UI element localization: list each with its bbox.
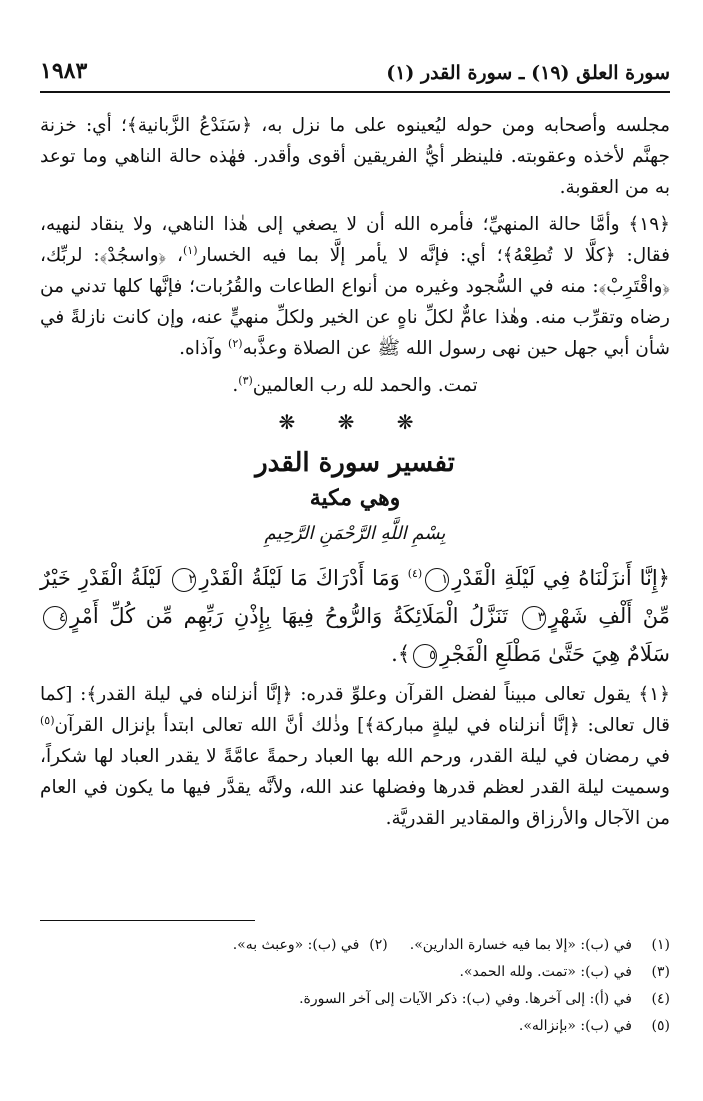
running-title: سورة العلق (١٩) ـ سورة القدر (١): [386, 62, 670, 84]
footnote-text: في (ب): «بإنزاله».: [518, 1018, 632, 1034]
verse-end-marker-3: ٣: [522, 606, 546, 630]
footnote-4: [40, 986, 670, 1013]
verses-close-bracket: ﴾.: [391, 642, 411, 666]
verse-end-marker-1: ١: [425, 568, 449, 592]
closing-text: تمت. والحمد لله رب العالمين: [252, 375, 478, 396]
paragraph-2-text-c: وآذاه.: [179, 338, 229, 359]
verse-3: لَيْلَةُ الْقَدْرِ خَيْرٌ مِّنْ أَلْفِ شَهْرٍ: [40, 566, 671, 628]
page-header: [40, 58, 670, 88]
closing-period: .: [232, 375, 239, 396]
footnote-ref-4: (٤): [407, 567, 423, 580]
header-rule: [40, 91, 670, 93]
footnote-number: (٥): [651, 1018, 670, 1034]
footnote-3: [40, 959, 670, 986]
footnote-text: في (ب): «تمت. ولله الحمد».: [459, 964, 632, 980]
surah-subtitle: وهي مكية: [309, 485, 401, 511]
verses-open-bracket: ﴿: [657, 566, 670, 590]
verse-end-marker-4: ٤: [43, 606, 67, 630]
book-page: [40, 0, 670, 1101]
verse-5: سَلَامٌ هِيَ حَتَّىٰ مَطْلَعِ الْفَجْرِ: [440, 642, 670, 666]
footnote-ref-5: (٥): [40, 713, 55, 727]
footnote-text: في (ب): «وعبث به».: [232, 937, 360, 953]
tafsir-text-a: ﴿١﴾ يقول تعالى مبيناً لفضل القرآن وعلوِّ قدره: ﴿إنَّا أنزلناه في ليلة القدر﴾: [كما قال تعالى: ﴿إنَّا أنزلناه في ليلةٍ مباركة﴾] وذٰلك أنَّ الله تعالى ابتدأ بإنزال القرآن: [40, 684, 670, 736]
tafsir-paragraph: [40, 679, 670, 834]
paragraph-2: [40, 209, 670, 364]
verse-1: إِنَّا أَنزَلْنَاهُ فِي لَيْلَةِ الْقَدْرِ: [452, 566, 658, 590]
paragraph-2-text-a: ﴿١٩﴾ وأمَّا حالة المنهيِّ؛ فأمره الله أن لا يصغي إلى هٰذا الناهي، ولا ينقاد لنهيه، فقال: ﴿كلَّا لا تُطِعْهُ﴾؛ أي: فإنَّه لا يأمر إلَّا بما فيه الخسار: [40, 214, 670, 266]
footnote-text: في (ب): «إلا بما فيه خسارة الدارين».: [409, 937, 632, 953]
footnote-ref-3: (٣): [238, 373, 253, 387]
verse-end-marker-2: ٢: [172, 568, 196, 592]
surah-title: تفسير سورة القدر: [255, 448, 455, 478]
footnotes: [40, 932, 670, 1040]
verse-2: وَمَا أَدْرَاكَ مَا لَيْلَةُ الْقَدْرِ: [199, 566, 400, 590]
footnote-1-2: [40, 932, 670, 959]
page-body: [40, 110, 670, 840]
tafsir-text-b: في رمضان في ليلة القدر، ورحم الله بها العباد رحمةً عامَّةً لا يقدر العباد لها شكراً، وسميت ليلة القدر لعظم قدرها وفضلها عند الله، ولأنَّه يقدَّر فيها ما يكون في العام من الآجال والأرزاق والمقادير القدريَّة.: [40, 746, 670, 829]
basmala: بِسْمِ اللَّهِ الرَّحْمَنِ الرَّحِيمِ: [264, 523, 446, 544]
footnote-ref-1: (١): [182, 243, 198, 257]
verse-end-marker-5: ٥: [413, 644, 437, 668]
footnote-number: (٤): [651, 991, 670, 1007]
quran-verses: [40, 559, 670, 673]
footnote-ref-2: (٢): [228, 336, 243, 350]
footnote-rule: [40, 920, 255, 921]
closing-line: [40, 370, 670, 401]
verse-4: تَنَزَّلُ الْمَلَائِكَةُ وَالرُّوحُ فِيهَا بِإِذْنِ رَبِّهِم مِّن كُلِّ أَمْرٍ: [70, 604, 509, 628]
page-number: ١٩٨٣: [40, 58, 88, 84]
footnote-text: في (أ): إلى آخرها. وفي (ب): ذكر الآيات إلى آخر السورة.: [299, 991, 632, 1007]
paragraph-1: مجلسه وأصحابه ومن حوله ليُعينوه على ما نزل به، ﴿سَنَدْعُ الزَّبانية﴾؛ أي: خزنة جهنَّم لأخذه وعقوبته. فلينظر أيُّ الفريقين أقوى وأقدر. فهٰذه حالة الناهي وما توعد به من العقوبة.: [40, 115, 670, 198]
footnote-number: (١): [651, 937, 670, 953]
section-divider-stars: ❋ ❋ ❋: [278, 410, 432, 434]
footnote-number: (٣): [651, 964, 670, 980]
footnote-5: [40, 1013, 670, 1040]
footnote-number: (٢): [369, 937, 388, 953]
paragraph-2-text-b: ، ﴿واسجُدْ﴾: لربِّك، ﴿واقْتَرِبْ﴾: منه في السُّجود وغيره من أنواع الطاعات والقُرُبات؛ فإنَّها كلها تدني من رضاه وتقرِّب منه. وهٰذا عامٌّ لكلِّ ناهٍ عن الخير ولكلِّ منهيٍّ عنه، وإن كانت نازلةً في شأن أبي جهل حين نهى رسول الله ﷺ عن الصلاة وعذَّبه: [40, 245, 670, 359]
